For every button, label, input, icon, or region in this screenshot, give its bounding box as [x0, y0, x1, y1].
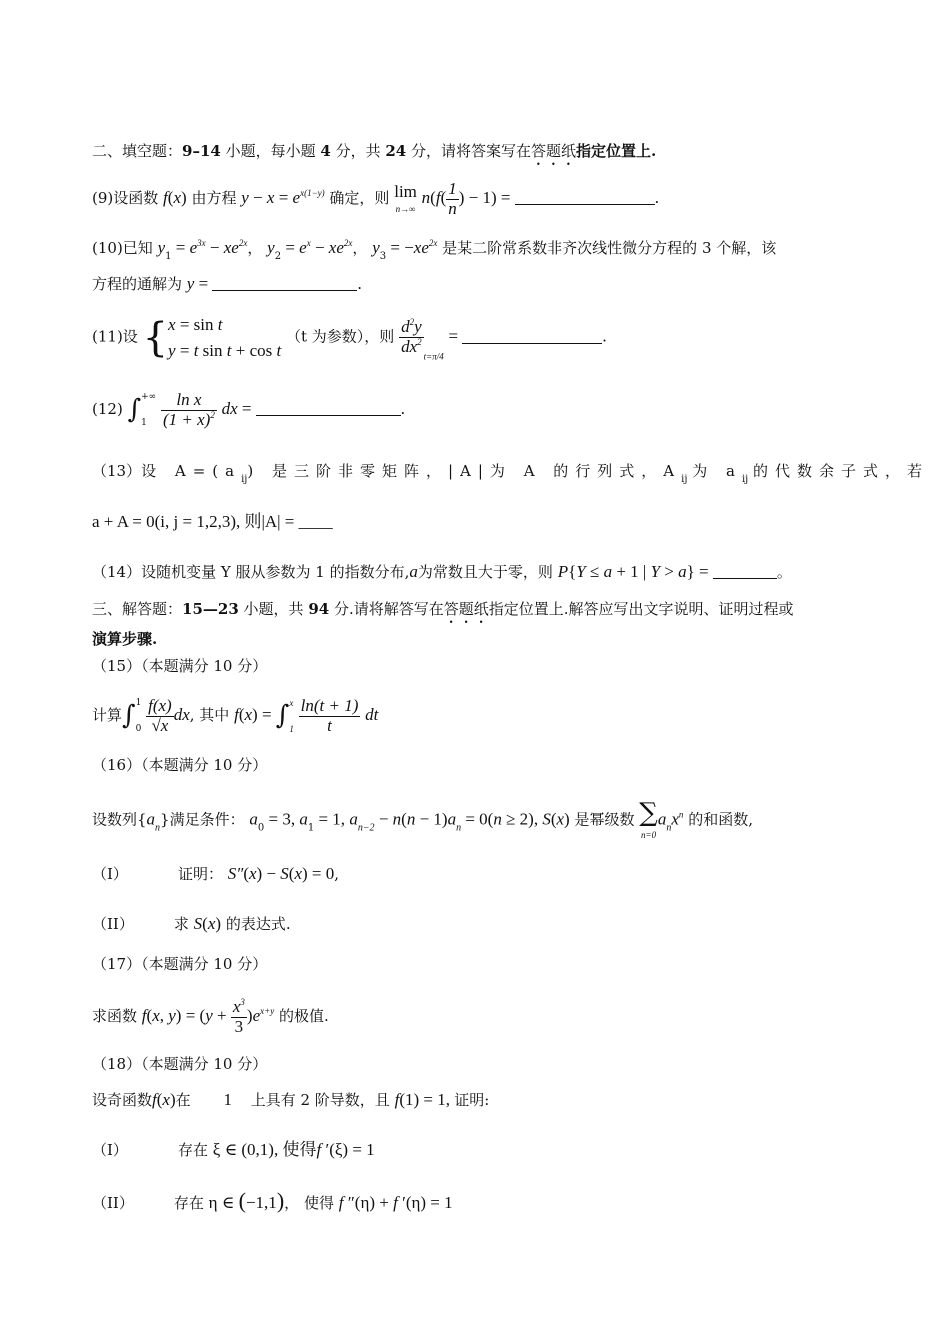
question-13-line2: a + A = 0(i, j = 1,2,3), 则|A| = ____	[92, 512, 333, 531]
question-13: （13）设 $A=(a_{ij})$ 是三阶非零矩阵，|A|为 A 的行列式，$A_{ij}$ 为 $a_{ij}$ 的代数余子式，若	[92, 462, 930, 485]
question-12: (12) ∫+∞ 1 $\frac{\text{ln x}}{(1 + x)^2}$ dx = .	[92, 389, 405, 429]
question-17: 求函数 f(x, y) = (y + $\frac{x^3}{3}$ )$e^{x+y}$ 的极值.	[92, 997, 329, 1036]
question-18-part-2: （II） 存在 η ∈ (−1,1)， 使得 f ″(η) + f ′(η) = 1	[92, 1188, 453, 1213]
question-16-part-1: （I） 证明： S″(x) − S(x) = 0,	[92, 864, 340, 883]
question-18: 设奇函数f(x)在 1 上具有 2 阶导数，且 f(1) = 1, 证明:	[92, 1090, 490, 1109]
question-15: 计算∫1 0 $\frac{f(x)}{√x}$ dx, 其中 f(x) = ∫x 1 $\frac{\ln(t + 1)}{t}$ dt	[92, 695, 379, 735]
question-15-header: （15）（本题满分 10 分）	[92, 657, 268, 675]
question-16-header: （16）（本题满分 10 分）	[92, 756, 268, 774]
question-11: (11)设 {x = sin t y = t sin t + cos t （t 为参数），则 $\frac{d^2y}{dx^2}$ $_{t=\pi/4}$ = .	[92, 314, 607, 362]
question-10: (10)已知 $y_1 = e^{3x} - xe^{2x}$， $y_2 = e^x - xe^{2x}$， $y_3 = -xe^{2x}$ 是某二阶常系数非齐次线性微分方程的 3 个解，该	[92, 238, 777, 262]
question-16-part-2: （II） 求 S(x) 的表达式.	[92, 914, 291, 933]
question-9: (9)设函数 f(x) 由方程 $y - x = e^{x(1-y)}$ 确定，则 lim n→∞ n(f( $\frac{1}{n}$ ) − 1) = .	[92, 179, 659, 218]
section-2-header: 二、填空题：9–14 小题，每小题 4 分，共 24 分，请将答案写在答题纸指定位置上.	[92, 142, 657, 160]
section-3-header-line2: 演算步骤.	[92, 630, 158, 648]
question-16: 设数列$\{a_n\}$满足条件： $a_0 = 3$, $a_1 = 1$, $a_{n-2} - n(n - 1)a_n = 0(n \ge 2)$, S(x) 是幂级数 ∑ $n=0a_nx^n$ 的和函数,	[92, 798, 753, 840]
question-18-header: （18）（本题满分 10 分）	[92, 1055, 268, 1073]
question-10-line2: 方程的通解为 y = .	[92, 274, 362, 293]
question-17-header: （17）（本题满分 10 分）	[92, 955, 268, 973]
question-18-part-1: （I） 存在 ξ ∈ (0,1), 使得f ′(ξ) = 1	[92, 1140, 375, 1159]
question-14: （14）设随机变量 Y 服从参数为 1 的指数分布,a为常数且大于零，则 P{Y ≤ a + 1 | Y > a} = 。	[92, 562, 792, 581]
section-3-header: 三、解答题：15—23 小题，共 94 分.请将解答写在答题纸指定位置上.解答应写出文字说明、证明过程或	[92, 600, 794, 618]
